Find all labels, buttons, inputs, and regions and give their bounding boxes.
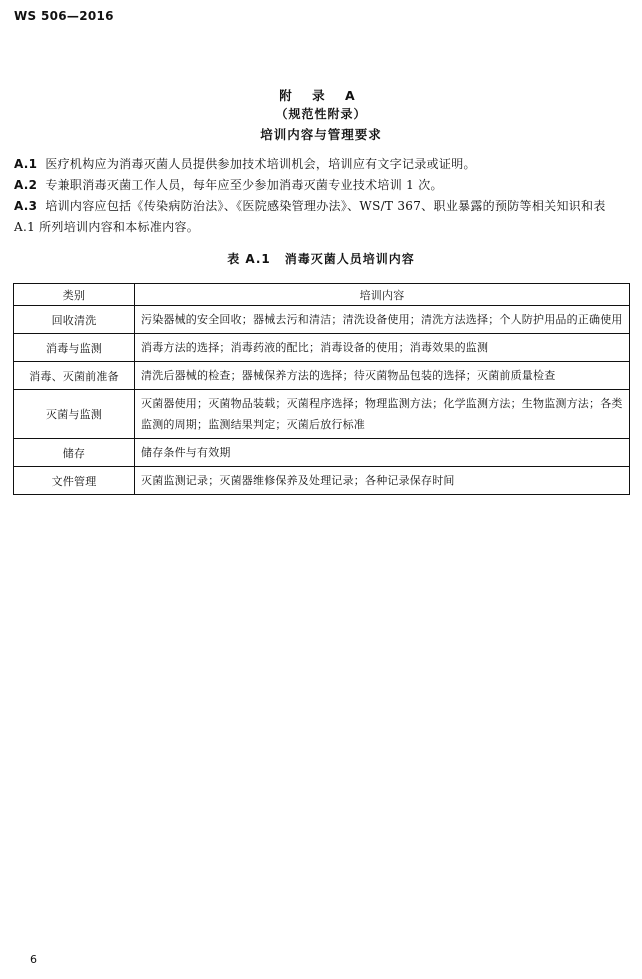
appendix-heading: 培训内容与管理要求 bbox=[260, 127, 382, 142]
column-header-category: 类别 bbox=[14, 284, 135, 306]
table-row bbox=[14, 439, 630, 467]
clause-number: A.1 bbox=[14, 157, 38, 171]
table-number: 表 A.1 bbox=[227, 252, 271, 266]
column-header-content: 培训内容 bbox=[135, 284, 630, 306]
row-category: 消毒、灭菌前准备 bbox=[14, 362, 135, 390]
clause-number: A.3 bbox=[14, 199, 38, 213]
table-header-row bbox=[14, 284, 630, 306]
table-caption bbox=[0, 250, 642, 267]
clause-text: 医疗机构应为消毒灭菌人员提供参加技术培训机会，培训应有文字记录或证明。 bbox=[45, 157, 476, 171]
clause-a3 bbox=[14, 196, 628, 238]
row-category: 文件管理 bbox=[14, 467, 135, 495]
clause-a2 bbox=[14, 175, 628, 196]
appendix-subtitle: （规范性附录） bbox=[275, 107, 367, 121]
clause-a1 bbox=[14, 154, 628, 175]
row-content: 清洗后器械的检查；器械保养方法的选择；待灭菌物品包装的选择；灭菌前质量检查 bbox=[135, 362, 630, 390]
table-title: 消毒灭菌人员培训内容 bbox=[284, 252, 415, 266]
table-row bbox=[14, 334, 630, 362]
clause-text: 专兼职消毒灭菌工作人员，每年应至少参加消毒灭菌专业技术培训 1 次。 bbox=[45, 178, 443, 192]
row-content: 灭菌监测记录；灭菌器维修保养及处理记录；各种记录保存时间 bbox=[135, 467, 630, 495]
row-category: 回收清洗 bbox=[14, 306, 135, 334]
training-content-table bbox=[13, 283, 630, 495]
clause-text: 培训内容应包括《传染病防治法》、《医院感染管理办法》、WS/T 367、职业暴露的预防等相关知识和表 A.1 所列培训内容和本标准内容。 bbox=[14, 199, 606, 234]
table-row bbox=[14, 390, 630, 439]
row-category: 消毒与监测 bbox=[14, 334, 135, 362]
row-content: 储存条件与有效期 bbox=[135, 439, 630, 467]
row-category: 灭菌与监测 bbox=[14, 390, 135, 439]
row-content: 消毒方法的选择；消毒药液的配比；消毒设备的使用；消毒效果的监测 bbox=[135, 334, 630, 362]
page-number: 6 bbox=[30, 953, 37, 966]
clause-number: A.2 bbox=[14, 178, 38, 192]
row-content: 灭菌器使用；灭菌物品装载；灭菌程序选择；物理监测方法；化学监测方法；生物监测方法；各类监测的周期；监测结果判定；灭菌后放行标准 bbox=[135, 390, 630, 439]
table-row bbox=[14, 306, 630, 334]
row-category: 储存 bbox=[14, 439, 135, 467]
row-content: 污染器械的安全回收；器械去污和清洁；清洗设备使用；清洗方法选择；个人防护用品的正确使用 bbox=[135, 306, 630, 334]
standard-code-header: WS 506—2016 bbox=[14, 9, 114, 23]
appendix-title: 附 录 A bbox=[279, 88, 363, 103]
table-row bbox=[14, 467, 630, 495]
table-row bbox=[14, 362, 630, 390]
